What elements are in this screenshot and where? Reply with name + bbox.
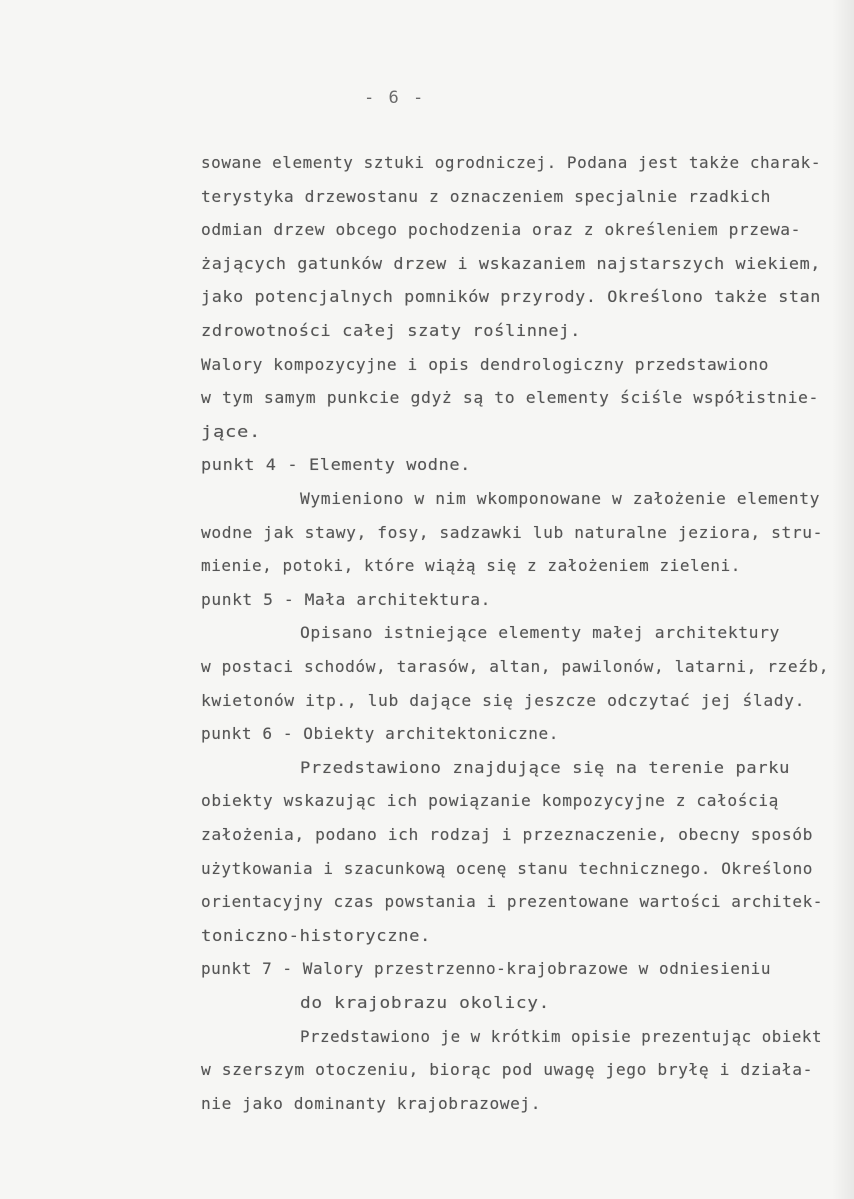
- page-edge-shadow: [832, 0, 854, 1199]
- text-line: orientacyjny czas powstania i prezentowane wartości architek-: [201, 893, 823, 912]
- text-line: do krajobrazu okolicy.: [300, 994, 550, 1012]
- text-line: sowane elementy sztuki ogrodniczej. Podana jest także charak-: [201, 154, 821, 172]
- text-line: punkt 4 - Elementy wodne.: [201, 456, 471, 475]
- text-line: obiekty wskazując ich powiązanie kompozycyjne z całością: [201, 792, 779, 811]
- text-line: Opisano istniejące elementy małej architektury: [300, 624, 780, 643]
- text-line: Przedstawiono je w krótkim opisie prezentując obiekt: [300, 1027, 822, 1046]
- text-line: terystyka drzewostanu z oznaczeniem specjalnie rzadkich: [201, 187, 771, 206]
- page-number: - 6 -: [364, 88, 426, 108]
- text-line: Wymieniono w nim wkomponowane w założenie elementy: [300, 490, 820, 508]
- text-line: Przedstawiono znajdujące się na terenie parku: [300, 758, 790, 777]
- text-line: mienie, potoki, które wiążą się z założeniem zieleni.: [201, 557, 741, 576]
- text-line: w szerszym otoczeniu, biorąc pod uwagę jego bryłę i działa-: [201, 1061, 813, 1080]
- text-line: odmian drzew obcego pochodzenia oraz z określeniem przewa-: [201, 221, 801, 240]
- text-line: w tym samym punkcie gdyż są to elementy ściśle współistnie-: [201, 389, 819, 408]
- text-line: jako potencjalnych pomników przyrody. Określono także stan: [201, 288, 821, 307]
- text-line: wodne jak stawy, fosy, sadzawki lub naturalne jeziora, stru-: [201, 523, 823, 542]
- text-line: użytkowania i szacunkową ocenę stanu technicznego. Określono: [201, 859, 813, 878]
- text-line: nie jako dominanty krajobrazowej.: [201, 1094, 541, 1113]
- text-line: zdrowotności całej szaty roślinnej.: [201, 322, 581, 340]
- text-line: toniczno-historyczne.: [201, 926, 431, 945]
- text-line: jące.: [201, 422, 261, 441]
- text-line: Walory kompozycyjne i opis dendrologiczny przedstawiono: [201, 355, 769, 374]
- text-line: punkt 5 - Mała architektura.: [201, 590, 491, 609]
- text-line: punkt 6 - Obiekty architektoniczne.: [201, 725, 559, 744]
- text-line: kwietonów itp., lub dające się jeszcze odczytać jej ślady.: [201, 691, 805, 710]
- text-line: w postaci schodów, tarasów, altan, pawilonów, latarni, rzeźb,: [201, 658, 829, 676]
- text-line: założenia, podano ich rodzaj i przeznaczenie, obecny sposób: [201, 826, 813, 844]
- text-line: punkt 7 - Walory przestrzenno-krajobrazowe w odniesieniu: [201, 960, 771, 979]
- text-line: żających gatunków drzew i wskazaniem najstarszych wiekiem,: [201, 254, 821, 273]
